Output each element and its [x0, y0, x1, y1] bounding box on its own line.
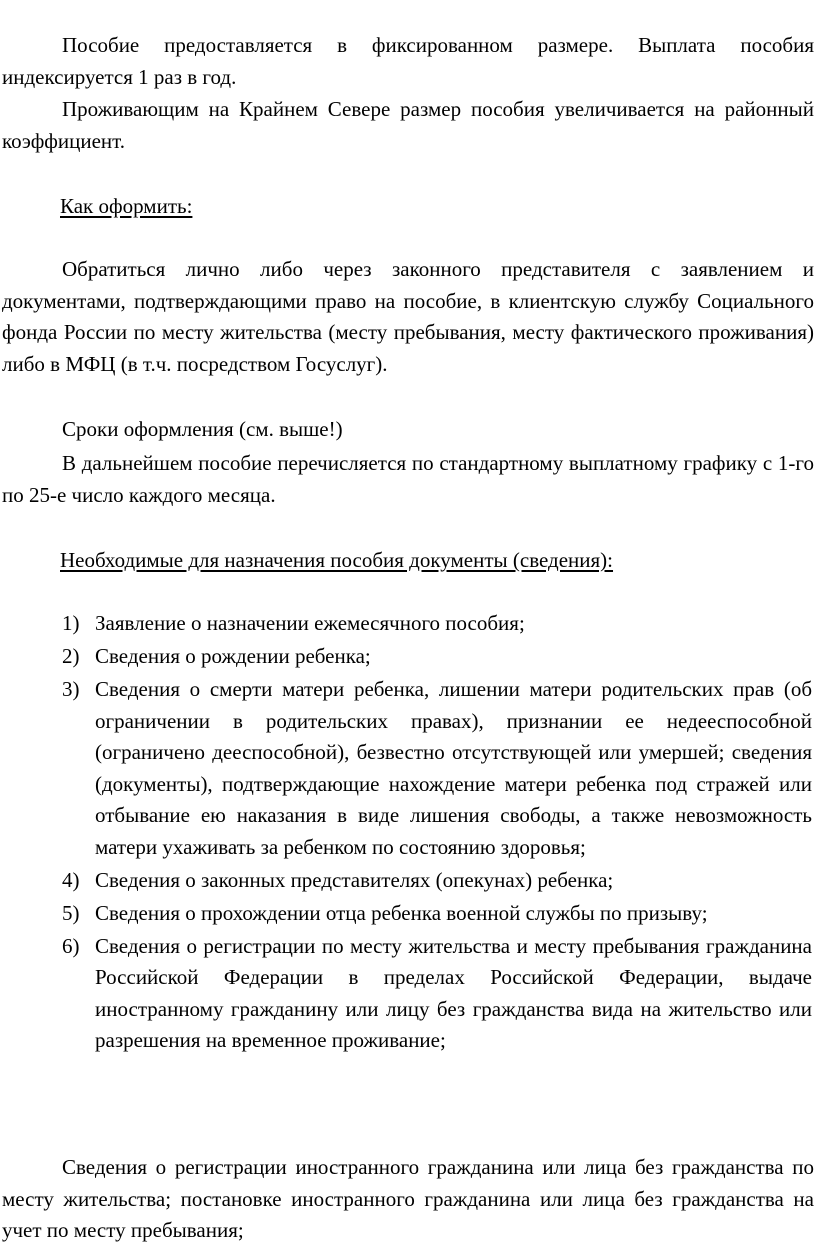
list-item-text: Заявление о назначении ежемесячного пособия; [95, 611, 525, 635]
list-item-number: 4) [62, 867, 80, 892]
list-item-text: Сведения о регистрации по месту жительства и месту пребывания гражданина Российской Федерации в пределах Российской Федерации, выдаче иностранному гражданину или лицу без гражданства вида на жительство или разрешения на временное проживание; [95, 933, 812, 1052]
heading-terms: Сроки оформления (см. выше!) [62, 417, 343, 441]
list-item-number: 6) [62, 933, 80, 958]
list-item [2, 898, 814, 930]
list-item [2, 931, 814, 1057]
heading-how-to-apply [0, 191, 192, 223]
list-item [2, 608, 814, 640]
list-item-text: Сведения о рождении ребенка; [95, 644, 371, 668]
heading-required-documents-text: Необходимые для назначения пособия документы (сведения): [60, 548, 614, 572]
list-item-number: 5) [62, 900, 80, 925]
paragraph-payment-schedule: В дальнейшем пособие перечисляется по стандартному выплатному графику с 1-го по 25-е число каждого месяца. [2, 451, 814, 507]
list-item-number: 1) [62, 611, 80, 635]
heading-required-documents [0, 545, 613, 577]
paragraph-apply-instructions: Обратиться лично либо через законного представителя с заявлением и документами, подтверждающими право на пособие, в клиентскую службу Социального фонда России по месту жительства (месту пребывания, месту фактического проживания) либо в МФЦ (в т.ч. посредством Госуслуг). [2, 257, 814, 376]
list-item-text: Сведения о прохождении отца ребенка военной службы по призыву; [95, 900, 708, 925]
paragraph-indexation: Пособие предоставляется в фиксированном размере. Выплата пособия индексируется 1 раз в год. [2, 33, 814, 89]
list-item-text: Сведения о законных представителях (опекунах) ребенка; [95, 867, 614, 892]
list-item [2, 641, 814, 673]
list-item [2, 674, 814, 863]
heading-how-to-apply-text: Как оформить: [60, 194, 193, 218]
list-item [2, 865, 814, 897]
list-item-text: Сведения о смерти матери ребенка, лишении матери родительских прав (об ограничении в родительских правах), признании ее недееспособной (ограничено дееспособной), безвестно отсутствующей или умершей; сведения (документы), подтверждающие нахождение матери ребенка под стражей или отбывание ею наказания в виде лишения свободы, а также невозможность матери ухаживать за ребенком по состоянию здоровья; [95, 677, 812, 859]
paragraph-foreign-registration: Сведения о регистрации иностранного гражданина или лица без гражданства по месту жительства; постановке иностранного гражданина или лица без гражданства на учет по месту пребывания; [2, 1155, 814, 1242]
list-item-number: 2) [62, 644, 80, 668]
list-item-number: 3) [62, 677, 80, 701]
paragraph-far-north: Проживающим на Крайнем Севере размер пособия увеличивается на районный коэффициент. [2, 97, 814, 153]
documents-list [2, 608, 814, 1058]
